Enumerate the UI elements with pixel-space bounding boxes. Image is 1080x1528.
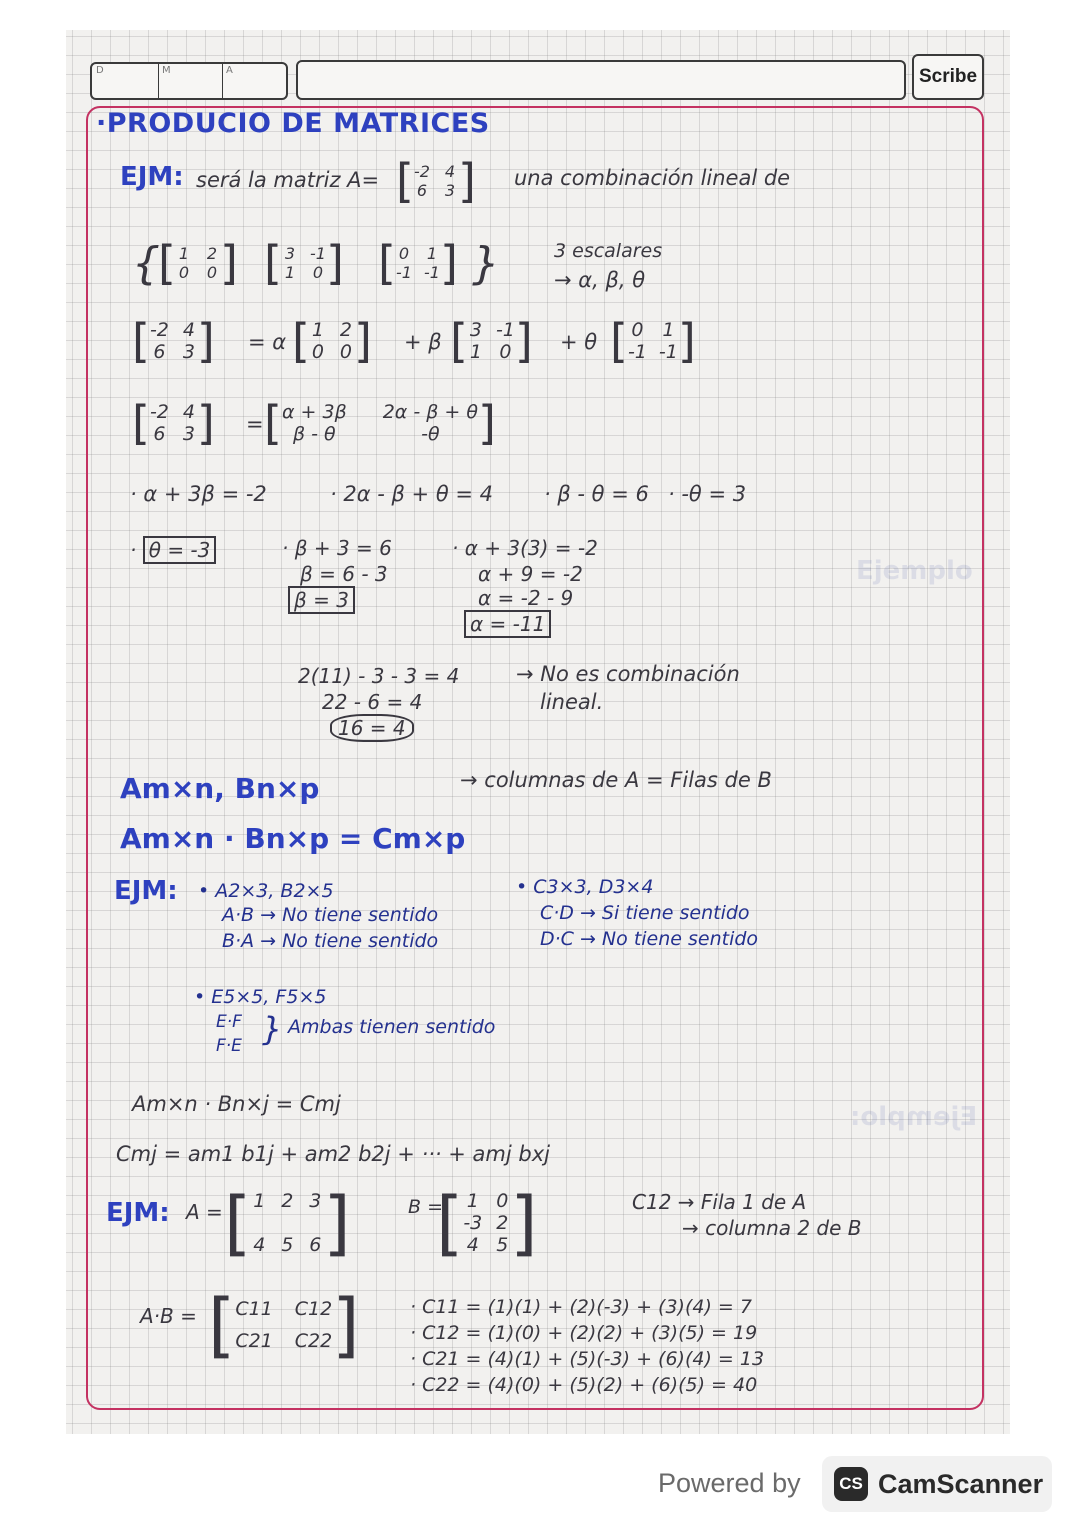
result-c11: · C11 = (1)(1) + (2)(-3) + (3)(4) = 7 bbox=[410, 1296, 752, 1318]
date-label-year: A bbox=[226, 65, 233, 76]
solution-alpha-step2: α + 9 = -2 bbox=[478, 562, 583, 586]
example3-label-AB: A·B = bbox=[140, 1304, 197, 1328]
ef-brace: } bbox=[262, 1010, 283, 1048]
formula-line-1: Am×n · Bn×j = Cmj bbox=[132, 1092, 341, 1116]
example3-matrix-B: [ 1 0 -3 2 4 5 ] bbox=[436, 1182, 538, 1264]
bleed-text-1: Ejemplo bbox=[856, 556, 973, 586]
formula-line-2: Cmj = am1 b1j + am2 b2j + ··· + amj bxj bbox=[116, 1142, 550, 1166]
example2-right-dc: D·C → No tiene sentido bbox=[540, 928, 759, 950]
coeff-beta: + β bbox=[404, 330, 442, 354]
solution-beta-step1: · β + 3 = 6 bbox=[282, 536, 392, 560]
matrix-A-eq: [ -2 4 6 3 ] bbox=[132, 314, 215, 368]
set-matrix-1: [ 1 2 0 0 ] bbox=[158, 236, 238, 290]
example3-label-A: A = bbox=[186, 1200, 223, 1224]
solution-beta-step2: β = 6 - 3 bbox=[300, 562, 388, 586]
equation-1: · α + 3β = -2 bbox=[130, 482, 267, 506]
title-box bbox=[296, 60, 906, 100]
set-matrix-3: [ 0 1 -1 -1 ] bbox=[378, 236, 458, 290]
date-box bbox=[90, 62, 288, 100]
camscanner-name: CamScanner bbox=[878, 1468, 1044, 1499]
equals-sign: = bbox=[246, 412, 264, 436]
example2-left-ab: A·B → No tiene sentido bbox=[222, 904, 439, 926]
example2-right-cd: C·D → Si tiene sentido bbox=[540, 902, 750, 924]
example2-prefix: EJM: bbox=[114, 876, 178, 906]
camscanner-logo-icon: CS bbox=[834, 1467, 868, 1501]
equation-4: · -θ = 3 bbox=[668, 482, 747, 506]
notebook-brand-logo: Scribe bbox=[912, 54, 984, 100]
dims-rule-note: → columnas de A = Filas de B bbox=[460, 768, 772, 792]
camscanner-footer bbox=[0, 1452, 1080, 1528]
set-open-brace: { bbox=[132, 238, 160, 289]
example3-note-2: → columna 2 de B bbox=[682, 1216, 862, 1240]
matrix-A-combined: [ -2 4 6 3 ] bbox=[132, 396, 215, 450]
result-c12: · C12 = (1)(0) + (2)(2) + (3)(5) = 19 bbox=[410, 1322, 758, 1344]
coeff-alpha: = α bbox=[248, 330, 287, 354]
solution-alpha-step1: · α + 3(3) = -2 bbox=[452, 536, 598, 560]
solution-beta-result: β = 3 bbox=[288, 588, 355, 612]
set-close-brace: } bbox=[472, 238, 500, 289]
example2-right-dims: • C3×3, D3×4 bbox=[516, 876, 654, 898]
check-line-3: 16 = 4 bbox=[330, 716, 414, 740]
check-line-2: 22 - 6 = 4 bbox=[322, 690, 423, 714]
eq-matrix-3: [ 0 1 -1 -1 ] bbox=[610, 314, 696, 368]
dims-rule: Am×n, Bn×p bbox=[120, 772, 320, 805]
example3-note-1: C12 → Fila 1 de A bbox=[632, 1190, 807, 1214]
example3-label-B: B = bbox=[408, 1196, 443, 1218]
result-c21: · C21 = (4)(1) + (5)(-3) + (6)(4) = 13 bbox=[410, 1348, 765, 1370]
set-matrix-2: [ 3 -1 1 0 ] bbox=[264, 236, 344, 290]
scalars-note: 3 escalares bbox=[554, 240, 663, 262]
dims-product: Am×n · Bn×p = Cm×p bbox=[120, 822, 466, 855]
conclusion-line-2: lineal. bbox=[540, 690, 604, 714]
equation-3: · β - θ = 6 bbox=[544, 482, 649, 506]
example2-fe-product: F·E bbox=[216, 1036, 242, 1056]
coeff-theta: + θ bbox=[560, 330, 598, 354]
matrix-A-ex1: [ -2 4 6 3 ] bbox=[396, 154, 476, 208]
example1-question: será la matriz A= bbox=[196, 168, 380, 192]
example3-matrix-A: [ 1 2 3 4 5 6 ] bbox=[224, 1182, 351, 1264]
equation-2: · 2α - β + θ = 4 bbox=[330, 482, 493, 506]
solution-theta: · θ = -3 bbox=[130, 538, 216, 562]
powered-by-label: Powered by bbox=[658, 1468, 801, 1498]
example1-question-end: una combinación lineal de bbox=[514, 166, 791, 190]
eq-matrix-2: [ 3 -1 1 0 ] bbox=[450, 314, 533, 368]
check-line-1: 2(11) - 3 - 3 = 4 bbox=[298, 664, 460, 688]
scalars-list: → α, β, θ bbox=[554, 268, 646, 292]
example3-matrix-C: [ C11 C12 C21 C22 ] bbox=[208, 1284, 360, 1366]
date-label-month: M bbox=[162, 65, 171, 76]
result-c22: · C22 = (4)(0) + (5)(2) + (6)(5) = 40 bbox=[410, 1374, 758, 1396]
camscanner-badge bbox=[822, 1456, 1052, 1512]
date-label-day: D bbox=[96, 65, 104, 76]
combined-expression-matrix: [ α + 3β 2α - β + θ β - θ -θ ] bbox=[264, 396, 496, 450]
example3-prefix: EJM: bbox=[106, 1198, 170, 1228]
example2-ef-dims: • E5×5, F5×5 bbox=[194, 986, 327, 1008]
page-title: ·PRODUCIO DE MATRICES bbox=[96, 108, 490, 139]
solution-alpha-step3: α = -2 - 9 bbox=[478, 586, 574, 610]
example2-left-ba: B·A → No tiene sentido bbox=[222, 930, 439, 952]
example1-prefix: EJM: bbox=[120, 162, 184, 192]
example2-ef-note: Ambas tienen sentido bbox=[288, 1016, 496, 1038]
example2-ef-product: E·F bbox=[216, 1012, 242, 1032]
bleed-text-2: Ejemplo: bbox=[850, 1102, 978, 1132]
example2-left-dims: • A2×3, B2×5 bbox=[198, 880, 334, 902]
solution-alpha-result: α = -11 bbox=[464, 612, 551, 636]
eq-matrix-1: [ 1 2 0 0 ] bbox=[292, 314, 372, 368]
conclusion-line-1: → No es combinación bbox=[516, 662, 740, 686]
